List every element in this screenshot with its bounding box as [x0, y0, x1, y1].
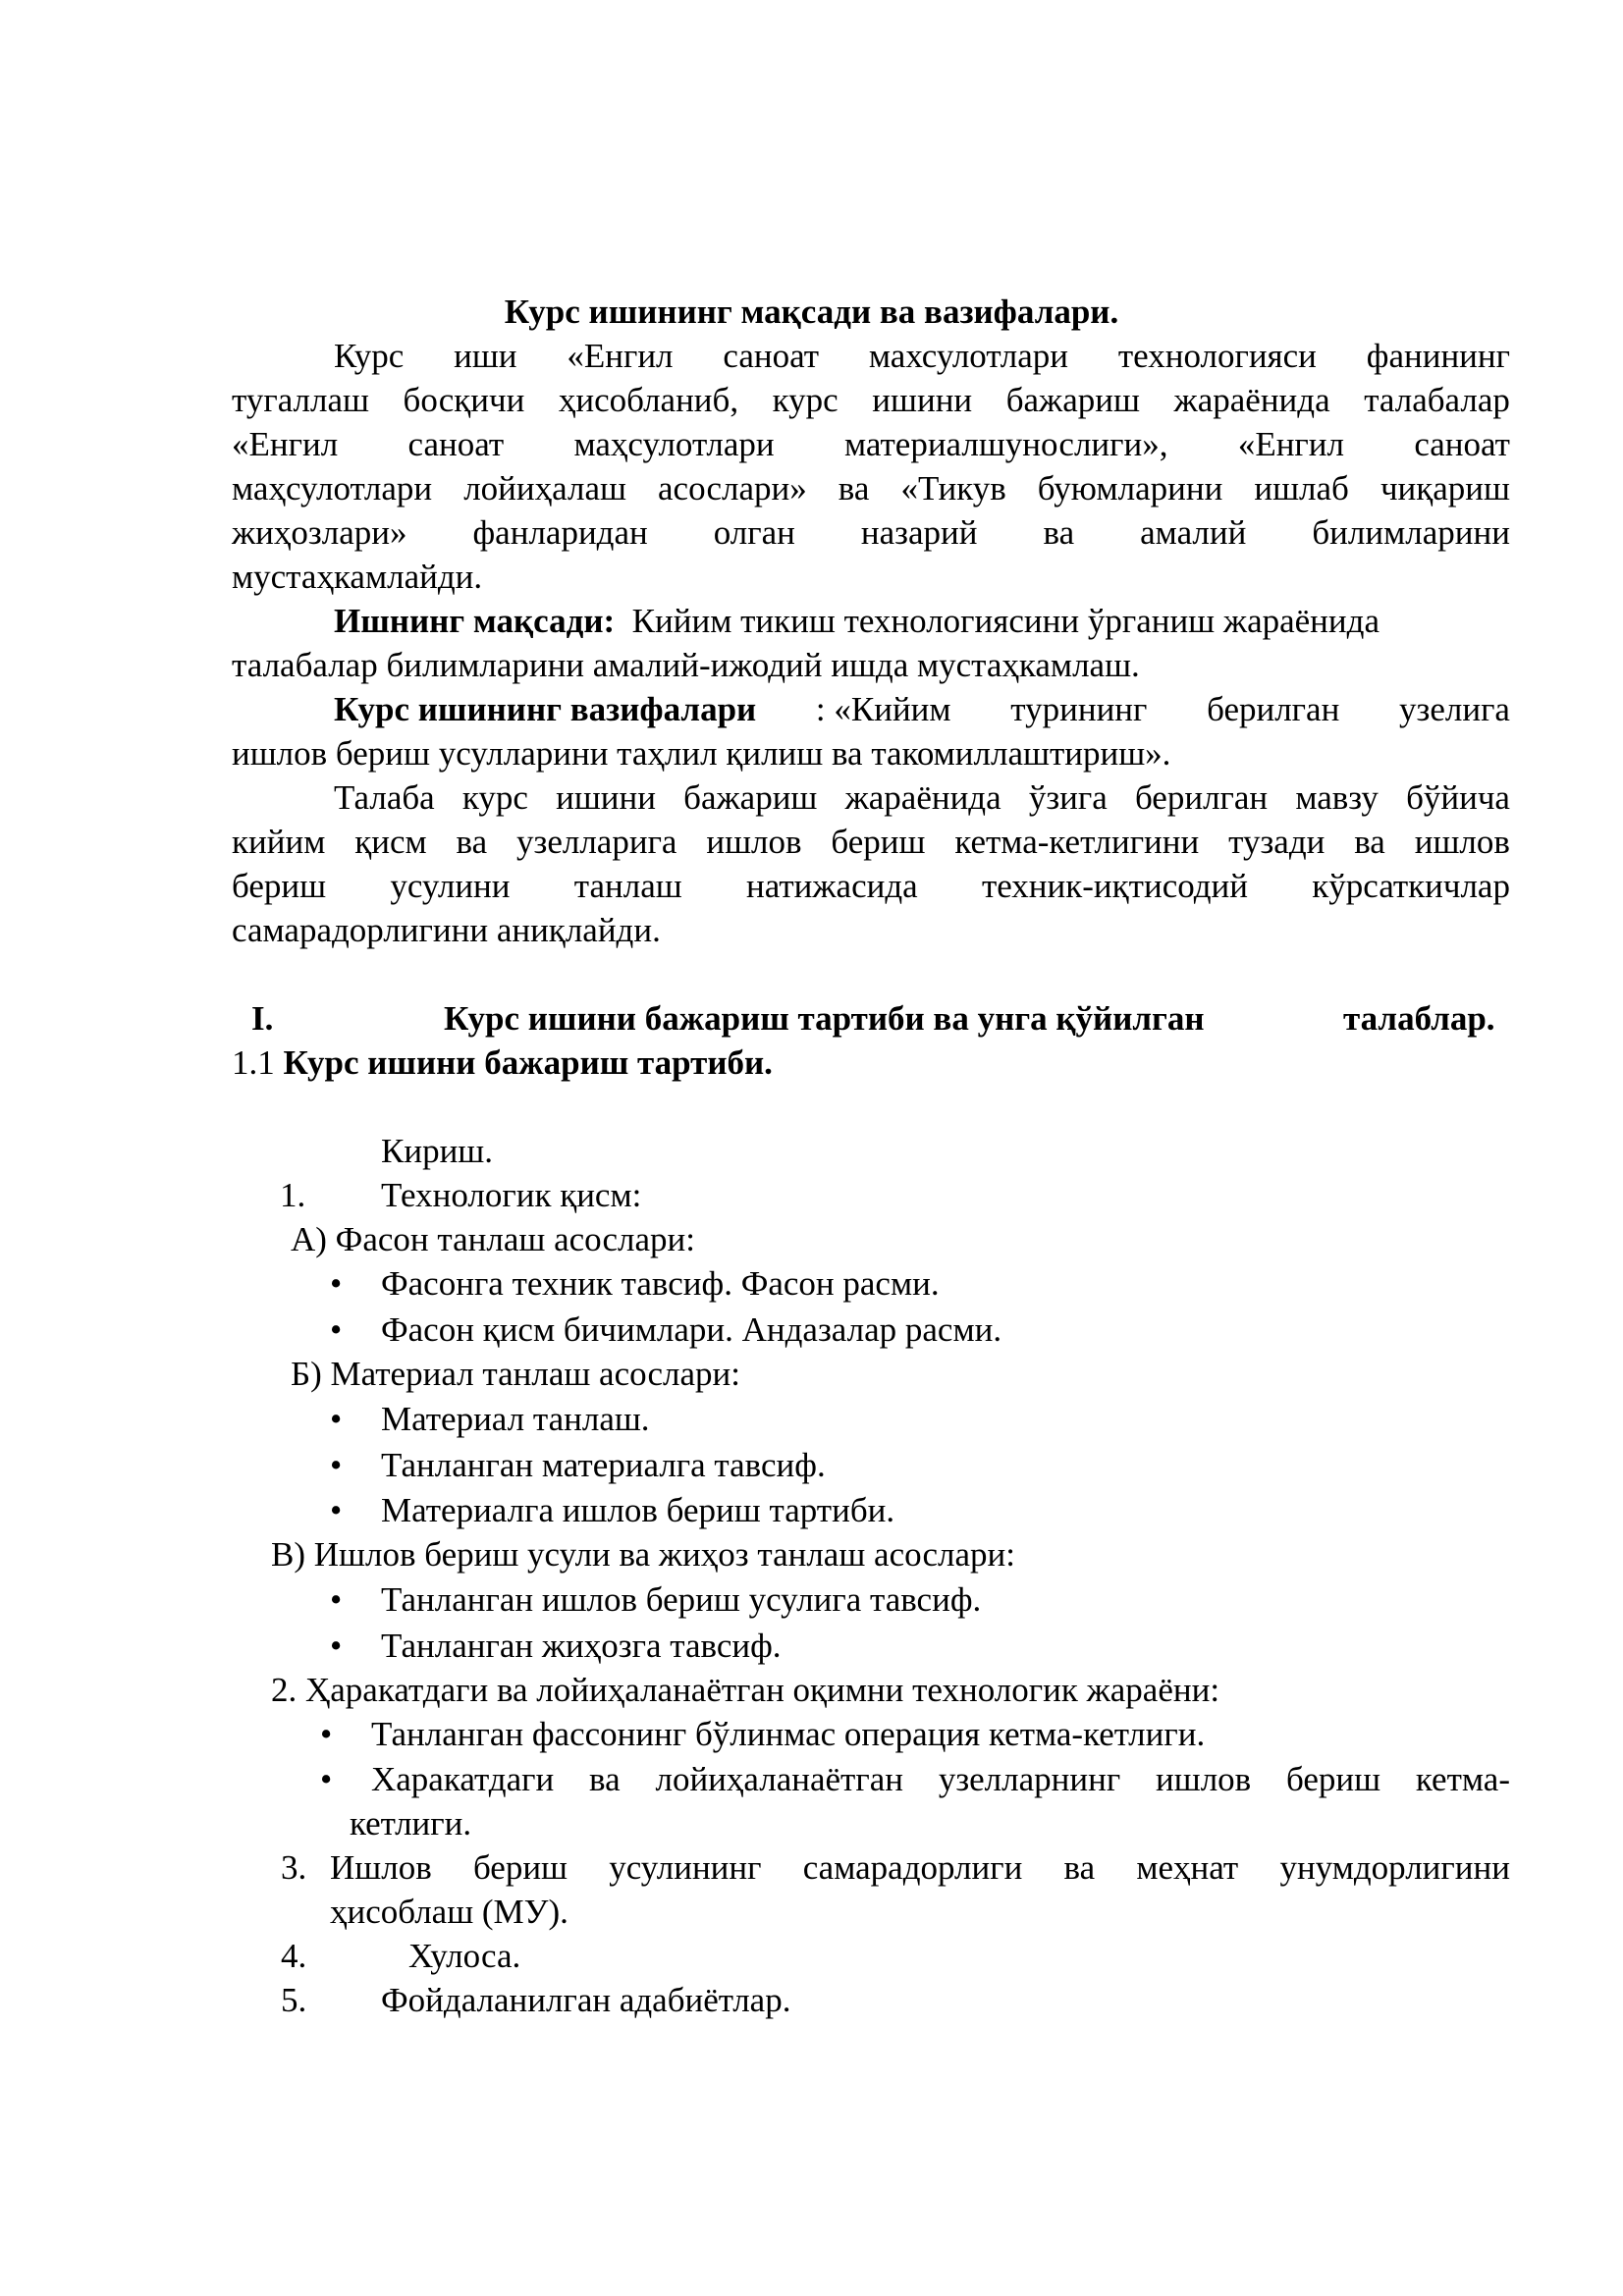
tasks-label: Курс ишининг вазифалари	[334, 690, 757, 728]
outline-number-1: 1.	[280, 1176, 306, 1214]
bullet: •	[330, 1446, 343, 1484]
section-heading: Курс ишини бажариш тартиби ва унга қўйилган	[444, 999, 1205, 1038]
tasks-line-2: ишлов бериш усулларини таҳлил қилиш ва такомиллаштириш».	[232, 734, 1171, 773]
intro-line-4: маҳсулотлари лойиҳалаш асослари» ва «Тикув буюмларини ишлаб чиқариш	[232, 469, 1510, 507]
subsection-heading: 1.1 Курс ишини бажариш тартиби.	[232, 1043, 773, 1082]
outline-p2a: Танланган фассонинг бўлинмас операция кетма-кетлиги.	[371, 1715, 1206, 1753]
outline-p4: Хулоса.	[408, 1937, 521, 1975]
outline-a2: Фасон қисм бичимлари. Андазалар расми.	[381, 1310, 1002, 1349]
bullet: •	[330, 1310, 343, 1349]
document-title: Курс ишининг мақсади ва вазифалари.	[504, 293, 1119, 331]
intro-line-2: тугаллаш босқичи ҳисобланиб, курс ишини бажариш жараёнида талабалар	[232, 381, 1510, 419]
intro-line-6: мустаҳкамлайди.	[232, 558, 483, 596]
outline-b1: Материал танлаш.	[381, 1400, 650, 1438]
outline-a1: Фасонга техник тавсиф. Фасон расми.	[381, 1264, 940, 1303]
outline-p3-cont: ҳисоблаш (МУ).	[330, 1893, 568, 1931]
outline-b3: Материалга ишлов бериш тартиби.	[381, 1491, 895, 1529]
bullet: •	[320, 1715, 333, 1753]
tasks-line-1: Курс ишининг вазифалари : «Кийим турининг берилган узелига	[334, 688, 1510, 731]
outline-p3: Ишлов бериш усулининг самарадорлиги ва меҳнат унумдорлигини	[330, 1848, 1510, 1887]
bullet: •	[330, 1264, 343, 1303]
goal-label: Ишнинг мақсади:	[334, 602, 616, 640]
outline-p5: Фойдаланилган адабиётлар.	[381, 1981, 791, 2019]
outline-number-5: 5.	[281, 1981, 307, 2019]
goal-line-2: талабалар билимларини амалий-ижодий ишда мустаҳкамлаш.	[232, 646, 1140, 684]
student-line-4: самарадорлигини аниқлайди.	[232, 911, 661, 949]
outline-b2: Танланган материалга тавсиф.	[381, 1446, 826, 1484]
student-line-3: бериш усулини танлаш натижасида техник-иқтисодий кўрсаткичлар	[232, 867, 1510, 905]
bullet: •	[330, 1400, 343, 1438]
outline-v: В) Ишлов бериш усули ва жиҳоз танлаш асослари:	[271, 1535, 1015, 1574]
intro-line-1: Курс иши «Енгил саноат махсулотлари технологияси фанининг	[334, 337, 1510, 375]
student-line-1: Талаба курс ишини бажариш жараёнида ўзига берилган мавзу бўйича	[334, 778, 1510, 817]
outline-number-4: 4.	[281, 1937, 307, 1975]
outline-tech: Технологик қисм:	[381, 1176, 642, 1214]
outline-v2: Танланган жиҳозга тавсиф.	[381, 1627, 782, 1665]
intro-line-5: жиҳозлари» фанларидан олган назарий ва амалий билимларини	[232, 513, 1510, 552]
section-heading-end: талаблар.	[1343, 999, 1495, 1038]
outline-p2b-cont: кетлиги.	[350, 1804, 472, 1842]
outline-b: Б) Материал танлаш асослари:	[291, 1355, 740, 1393]
outline-v1: Танланган ишлов бериш усулига тавсиф.	[381, 1580, 982, 1619]
bullet: •	[330, 1491, 343, 1529]
outline-intro: Кириш.	[381, 1132, 494, 1170]
section-number: I.	[251, 999, 274, 1038]
outline-p2: 2. Ҳаракатдаги ва лойиҳаланаётган оқимни технологик жараёни:	[271, 1671, 1220, 1709]
outline-p2b: Харакатдаги ва лойиҳаланаётган узелларнинг ишлов бериш кетма-	[371, 1760, 1510, 1798]
student-line-2: кийим қисм ва узелларига ишлов бериш кетма-кетлигини тузади ва ишлов	[232, 823, 1510, 861]
goal-line-1: Ишнинг мақсади: Кийим тикиш технологиясини ўрганиш жараёнида	[334, 602, 1380, 640]
bullet: •	[330, 1580, 343, 1619]
intro-line-3: «Енгил саноат маҳсулотлари материалшунослиги», «Енгил саноат	[232, 425, 1510, 463]
bullet: •	[330, 1627, 343, 1665]
outline-a: А) Фасон танлаш асослари:	[291, 1220, 696, 1258]
outline-number-3: 3.	[281, 1848, 307, 1887]
bullet: •	[320, 1760, 333, 1798]
